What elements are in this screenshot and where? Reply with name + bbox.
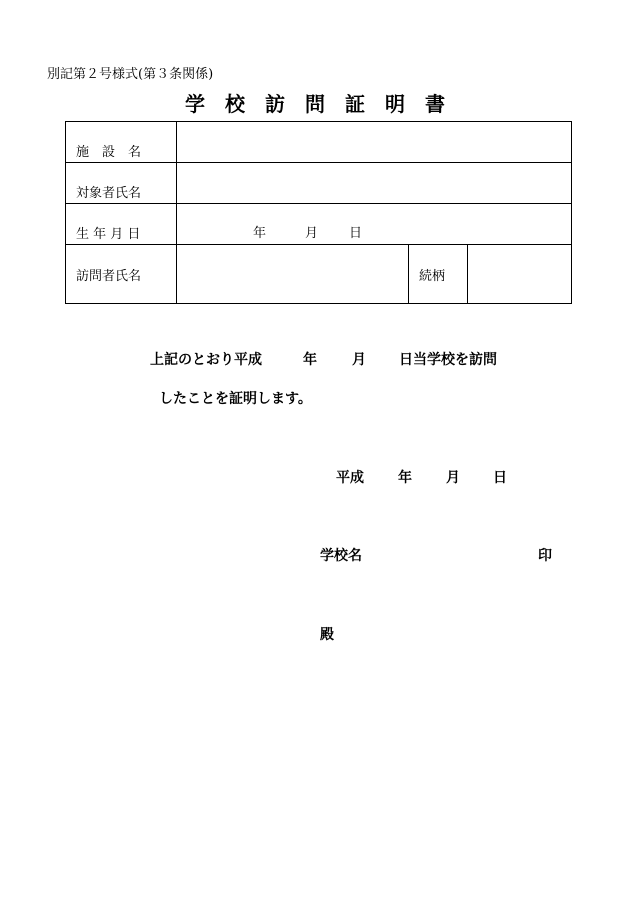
issue-date — [0, 467, 630, 487]
issue-day: 日 — [493, 470, 507, 486]
table-row-birthdate — [66, 204, 572, 245]
birthdate-value — [177, 204, 572, 245]
relationship-value — [468, 245, 572, 304]
statement-day-rest: 日当学校を訪問 — [399, 352, 497, 368]
facility-value — [177, 122, 572, 163]
statement-part1: 上記のとおり平成 — [150, 352, 262, 368]
subject-name-value — [177, 163, 572, 204]
statement-month: 月 — [352, 352, 366, 368]
facility-label: 施 設 名 — [66, 122, 177, 163]
subject-name-label: 対象者氏名 — [66, 163, 177, 204]
form-number: 別記第２号様式(第３条関係) — [47, 67, 214, 82]
birth-month-unit: 月 — [305, 226, 319, 241]
statement-line-2 — [0, 388, 630, 408]
relationship-label: 続柄 — [409, 245, 468, 304]
school-name-label: 学校名 — [320, 548, 362, 564]
visitor-name-value — [177, 245, 409, 304]
school-line — [0, 545, 630, 565]
table-row-facility — [66, 122, 572, 163]
issue-month: 月 — [446, 470, 460, 486]
visitor-name-label: 訪問者氏名 — [66, 245, 177, 304]
table-row-subject — [66, 163, 572, 204]
document-title: 学 校 訪 問 証 明 書 — [185, 92, 445, 116]
birthdate-label: 生 年 月 日 — [66, 204, 177, 245]
statement-year: 年 — [303, 352, 317, 368]
honorific-dono: 殿 — [320, 627, 334, 643]
statement-line-1 — [0, 349, 630, 369]
birth-year-unit: 年 — [253, 226, 267, 241]
issue-era: 平成 — [336, 470, 364, 486]
statement-line2-text: したことを証明します。 — [159, 391, 312, 407]
issue-year: 年 — [398, 470, 412, 486]
birth-day-unit: 日 — [349, 226, 363, 241]
addressee-line — [0, 624, 630, 644]
table-row-visitor — [66, 245, 572, 304]
info-table — [65, 121, 572, 304]
seal-mark: 印 — [538, 548, 552, 564]
